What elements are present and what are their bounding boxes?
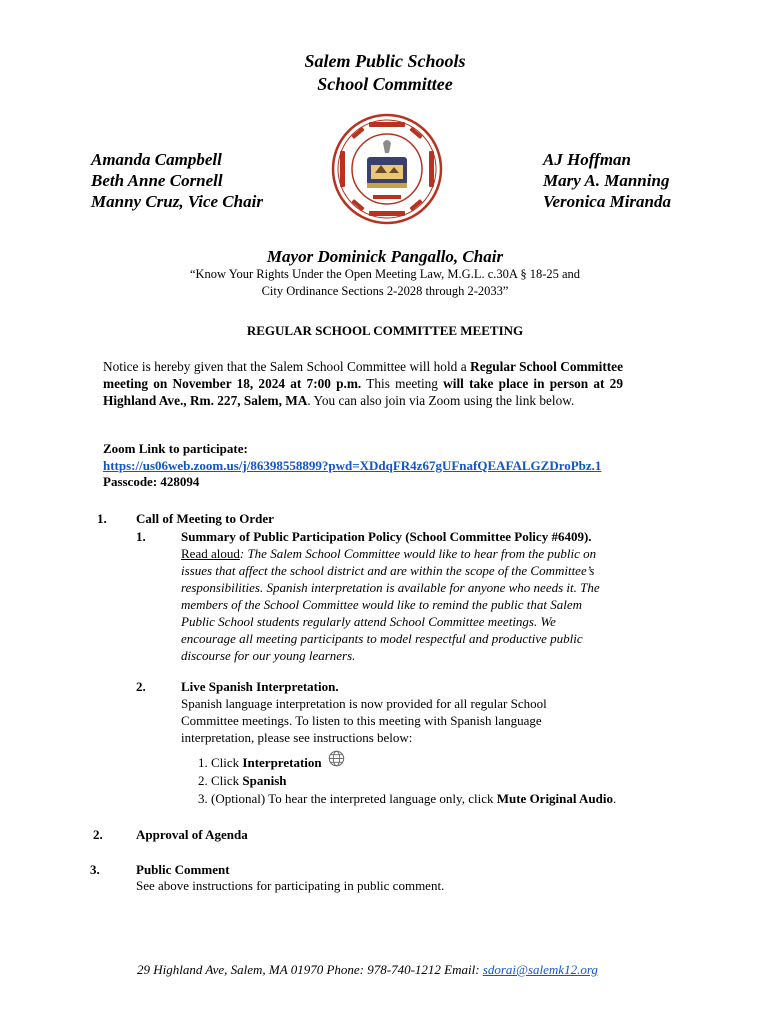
agenda-item-title: Approval of Agenda [136, 827, 248, 842]
open-meeting-law-line2: City Ordinance Sections 2-2028 through 2-2033” [261, 284, 509, 298]
colon: : [239, 546, 245, 561]
notice-text: Notice is hereby given that the Salem School Committee will hold a [103, 359, 471, 374]
meeting-title: REGULAR SCHOOL COMMITTEE MEETING [246, 323, 524, 338]
agenda-item-title: Public Comment [136, 862, 230, 877]
city-seal-icon [331, 113, 443, 225]
instruction-step-1 [198, 754, 345, 773]
member-name: Amanda Campbell [91, 150, 222, 169]
zoom-label: Zoom Link to participate: [103, 441, 248, 456]
notice-date: Regular School Committee meeting on November 18, 2024 at 7:00 p.m. [103, 359, 623, 391]
step-text: 3. (Optional) To hear the interpreted language only, click [198, 791, 497, 806]
interpretation-description [181, 695, 591, 746]
sub-item-title: Summary of Public Participation Policy (School Committee Policy #6409). [181, 529, 592, 544]
summary-line: The Salem School Committee would like to hear from the public on [247, 546, 597, 561]
sub-item-title: Live Spanish Interpretation. [181, 679, 339, 694]
member-name: Manny Cruz, Vice Chair [91, 192, 263, 211]
read-aloud-label: Read aloud [181, 546, 240, 561]
member-name: AJ Hoffman [543, 150, 632, 169]
zoom-passcode: Passcode: 428094 [103, 474, 200, 489]
globe-icon [328, 750, 345, 767]
meeting-notice [103, 358, 623, 409]
agenda-item-number: 2. [93, 827, 103, 842]
footer [137, 962, 598, 978]
committee-chair: Mayor Dominick Pangallo, Chair [266, 247, 504, 266]
step-emphasis: Spanish [242, 773, 287, 788]
instruction-step-3 [198, 790, 616, 807]
description-line: interpretation, please see instructions below: [181, 730, 413, 745]
header-subtitle: School Committee [317, 74, 453, 94]
member-name: Beth Anne Cornell [91, 171, 223, 190]
sub-item-number: 1. [136, 529, 146, 544]
summary-line: issues that affect the school district and are within the scope of the Committee’s [181, 563, 595, 578]
summary-line: discourse for our young learners. [181, 648, 356, 663]
policy-summary [181, 545, 631, 664]
summary-line: encourage all meeting participants to model respectful and productive public [181, 631, 583, 646]
notice-text: . You can also join via Zoom using the link below. [307, 393, 575, 408]
step-emphasis: Interpretation [242, 755, 322, 770]
description-line: Spanish language interpretation is now provided for all regular School [181, 696, 547, 711]
step-emphasis: Mute Original Audio [496, 791, 614, 806]
description-line: Committee meetings. To listen to this meeting with Spanish language [181, 713, 542, 728]
step-text: 2. Click [198, 773, 243, 788]
footer-email-link[interactable]: sdorai@salemk12.org [482, 962, 598, 977]
public-comment-text: See above instructions for participating in public comment. [136, 878, 445, 893]
members-right [543, 149, 671, 212]
members-left [91, 149, 263, 212]
open-meeting-law-line1: “Know Your Rights Under the Open Meeting Law, M.G.L. c.30A § 18-25 and [189, 267, 581, 281]
agenda-item-title: Call of Meeting to Order [136, 511, 274, 526]
summary-line: Public School students regularly attend School Committee meetings. We [181, 614, 556, 629]
agenda-item-number: 3. [90, 862, 100, 877]
member-name: Mary A. Manning [543, 171, 670, 190]
member-name: Veronica Miranda [543, 192, 671, 211]
step-text: 1. Click [198, 755, 243, 770]
step-text: . [613, 791, 617, 806]
notice-location: will take place in person at 29 Highland Ave., Rm. 227, Salem, MA [103, 376, 623, 408]
zoom-link[interactable]: https://us06web.zoom.us/j/86398558899?pwd=XDdqFR4z67gUFnafQEAFALGZDroPbz.1 [103, 458, 602, 473]
instruction-step-2 [198, 772, 287, 789]
summary-line: members of the School Committee would like to remind the public that Salem [181, 597, 583, 612]
footer-address: 29 Highland Ave, Salem, MA 01970 Phone: 978-740-1212 Email: [137, 962, 483, 977]
summary-line: responsibilities. Spanish interpretation is available for anyone who needs it. The [181, 580, 600, 595]
notice-text: This meeting [361, 376, 444, 391]
header-title: Salem Public Schools [304, 51, 466, 71]
sub-item-number: 2. [136, 679, 146, 694]
agenda-item-number: 1. [97, 511, 107, 526]
